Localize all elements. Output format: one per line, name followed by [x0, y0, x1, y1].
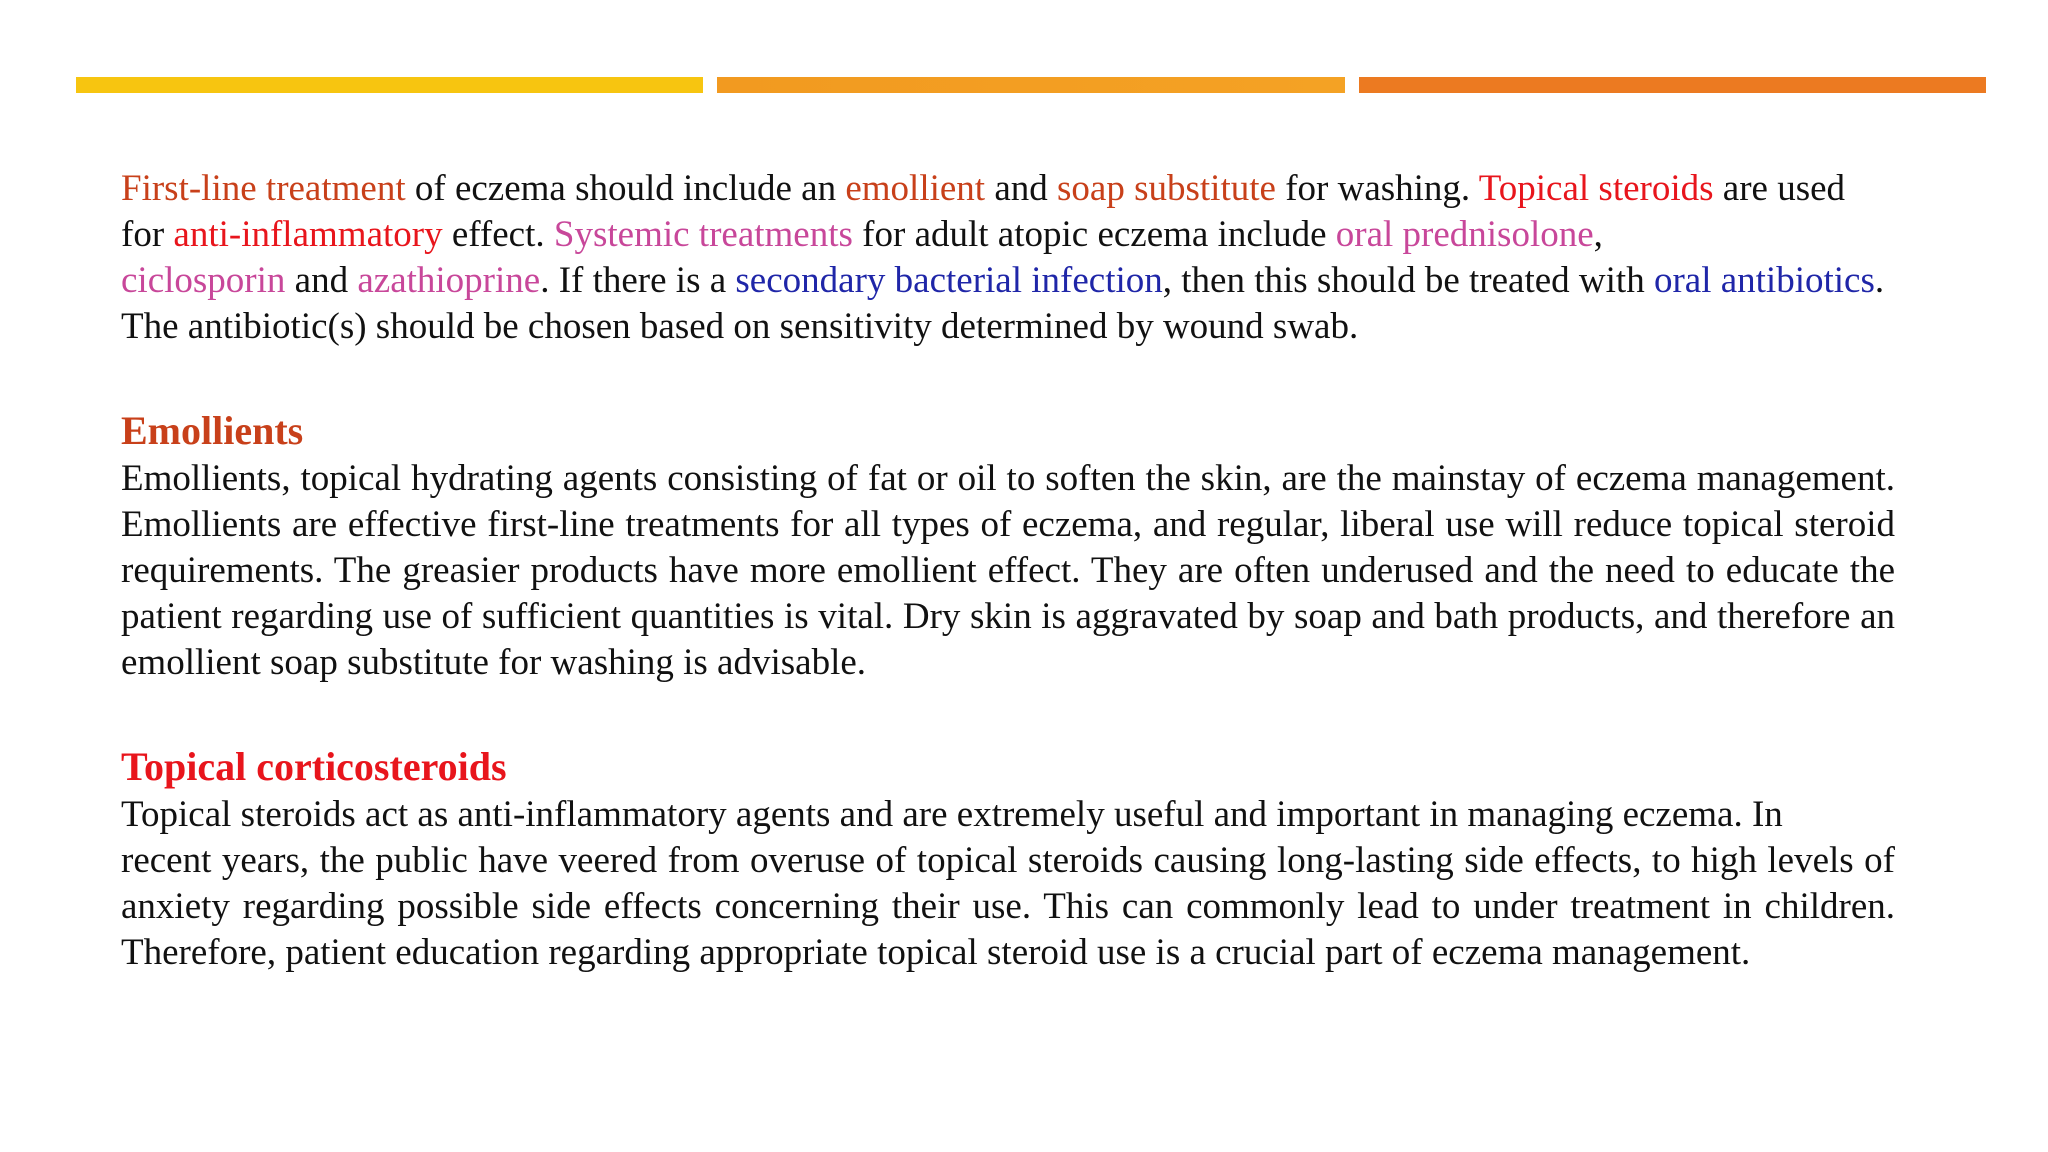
- term-emollient: emollient: [845, 168, 986, 209]
- term-systemic-treatments: Systemic treatments: [553, 214, 853, 255]
- intro-text: for adult atopic eczema include: [852, 214, 1336, 255]
- term-ciclosporin: ciclosporin: [121, 260, 286, 301]
- spacer: [121, 686, 1895, 742]
- spacer: [121, 350, 1895, 406]
- term-topical-steroids: Topical steroids: [1478, 168, 1714, 209]
- intro-text: and: [285, 260, 358, 301]
- intro-text: for washing.: [1275, 168, 1479, 209]
- accent-bars: [76, 77, 1986, 93]
- intro-text: , then this should be treated with: [1162, 260, 1654, 301]
- term-secondary-bacterial-infection: secondary bacterial infection: [735, 260, 1163, 301]
- term-anti-inflammatory: anti-inflammatory: [173, 214, 443, 255]
- intro-text: of eczema should include an: [405, 168, 846, 209]
- intro-text: . If there is a: [540, 260, 736, 301]
- term-first-line-treatment: First-line treatment: [121, 168, 406, 209]
- corticosteroids-body: recent years, the public have veered from overuse of topical steroids causing long-lasting side effects, to high levels of anxiety regarding possible side effects concerning their use. This can commonly lead to under treatment in children. Therefore, patient education regarding appropriate topical steroid use is a crucial part of eczema management.: [121, 840, 1895, 973]
- accent-bar-light-orange: [717, 77, 1344, 93]
- intro-text: and: [985, 168, 1058, 209]
- emollients-heading: Emollients: [121, 408, 304, 453]
- intro-paragraph: [121, 166, 1895, 350]
- slide-content: [121, 166, 1895, 976]
- term-azathioprine: azathioprine: [357, 260, 541, 301]
- term-oral-antibiotics: oral antibiotics: [1653, 260, 1875, 301]
- accent-bar-dark-orange: [1359, 77, 1986, 93]
- accent-bar-yellow: [76, 77, 703, 93]
- emollients-body: Emollients, topical hydrating agents consisting of fat or oil to soften the skin, are the mainstay of eczema management. Emollients are effective first-line treatments for all types of eczema, and regular, liberal use will reduce topical steroid requirements. The greasier products have more emollient effect. They are often underused and the need to educate the patient regarding use of sufficient quantities is vital. Dry skin is aggravated by soap and bath products, and therefore an emollient soap substitute for washing is advisable.: [121, 458, 1895, 683]
- term-soap-substitute: soap substitute: [1057, 168, 1276, 209]
- intro-text: ,: [1593, 214, 1603, 255]
- term-oral-prednisolone: oral prednisolone: [1335, 214, 1594, 255]
- intro-text: effect.: [442, 214, 554, 255]
- corticosteroids-body-line1: Topical steroids act as anti-inflammatory agents and are extremely useful and important in managing eczema. In: [121, 794, 1783, 835]
- corticosteroids-heading: Topical corticosteroids: [121, 744, 507, 789]
- intro-text: are used for: [121, 168, 1846, 255]
- intro-text: . The antibiotic(s) should be chosen based on sensitivity determined by wound swab.: [121, 260, 1885, 347]
